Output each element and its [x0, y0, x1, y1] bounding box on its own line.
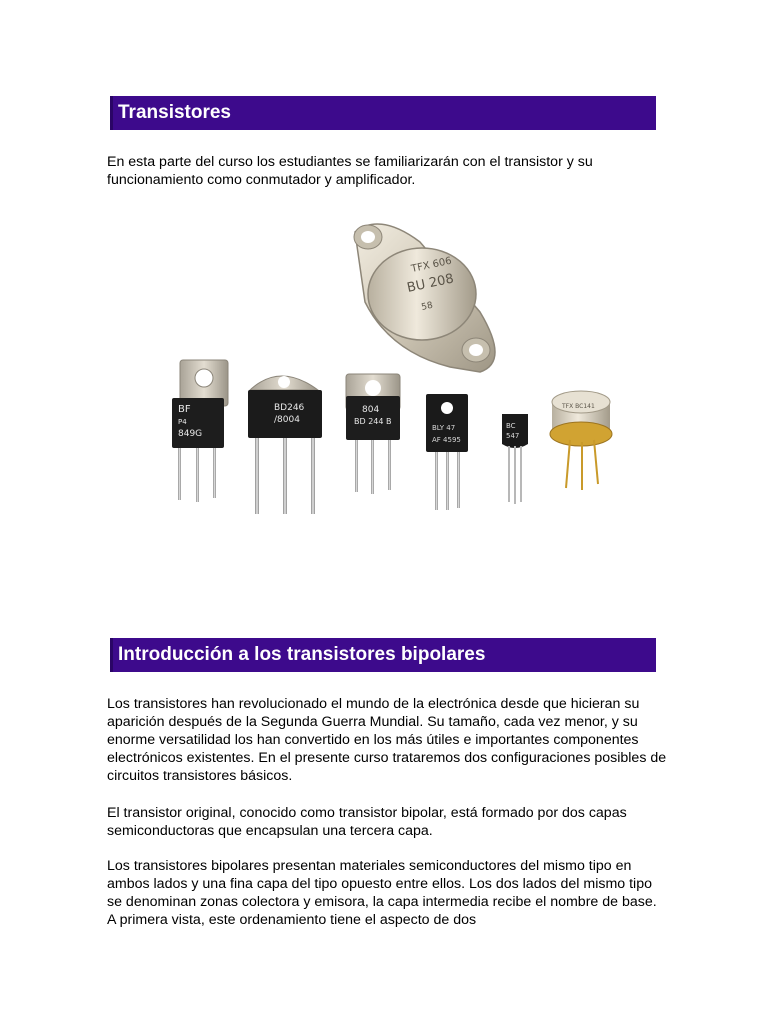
- to218-transistor-2: [248, 376, 322, 514]
- section-heading-banner: [110, 638, 656, 672]
- to92-transistor-5: [502, 414, 528, 504]
- t2-marking-2: /8004: [274, 415, 300, 425]
- section-title-bipolares: Introducción a los transistores bipolares: [118, 644, 486, 665]
- to3-marking-1: TFX 606: [410, 255, 453, 275]
- t6-marking-1: TFX BC141: [562, 403, 595, 410]
- t1-marking-3: 849G: [178, 429, 203, 439]
- t5-marking-1: BC: [506, 422, 516, 430]
- to220-transistor-3: [346, 374, 400, 494]
- to3-marking-2: BU 208: [405, 271, 456, 296]
- body-paragraph-2: El transistor original, conocido como transistor bipolar, está formado por dos capas semiconductoras que encapsulan una tercera capa.: [107, 805, 627, 839]
- t3-marking-2: BD 244 B: [354, 417, 392, 426]
- body-paragraph-3: Los transistores bipolares presentan materiales semiconductores del mismo tipo en ambos lados y una fina capa del tipo opuesto entre ellos. Los dos lados del mismo tipo se denominan zonas colectora y emisora, la capa intermedia recibe el nombre de base. A primera vista, este ordenamiento tiene el aspecto de dos: [107, 858, 657, 928]
- to126-transistor-4: [426, 394, 468, 510]
- t1-marking-1: BF: [178, 404, 191, 415]
- section-heading-banner: [110, 96, 656, 130]
- transistors-photo: [150, 212, 630, 532]
- to3-transistor: [354, 224, 495, 372]
- to3-marking-3: 58: [420, 300, 434, 313]
- section-title-transistores: Transistores: [118, 102, 231, 123]
- t2-marking-1: BD246: [274, 403, 305, 413]
- intro-paragraph: En esta parte del curso los estudiantes se familiarizarán con el transistor y su funcionamiento como conmutador y amplificador.: [107, 154, 593, 188]
- t1-marking-2: P4: [178, 418, 187, 426]
- body-paragraph-1: Los transistores han revolucionado el mundo de la electrónica desde que hicieran su aparición después de la Segunda Guerra Mundial. Su tamaño, cada vez menor, y su enorme versatilidad los han convertido en los más útiles e importantes componentes electrónicos existentes. En el presente curso trataremos dos configuraciones posibles de circuitos transistores básicos.: [107, 696, 667, 784]
- t4-marking-1: BLY 47: [432, 424, 456, 432]
- t4-marking-2: AF 4595: [432, 436, 461, 444]
- t5-marking-2: 547: [506, 432, 520, 440]
- to39-transistor-6: [550, 391, 612, 490]
- to220-transistor-1: [172, 360, 228, 502]
- t3-marking-1: 804: [362, 405, 380, 415]
